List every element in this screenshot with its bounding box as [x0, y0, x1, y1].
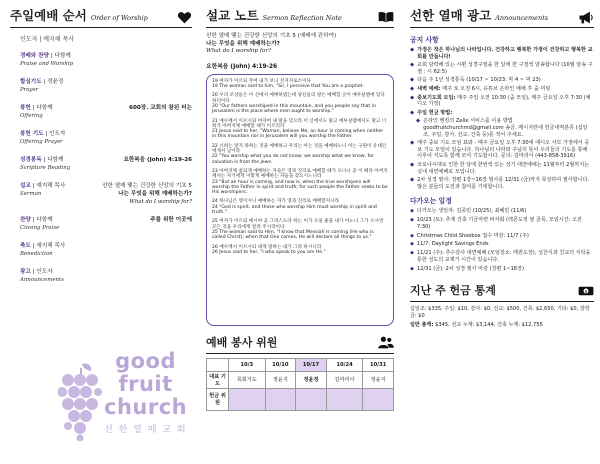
notice-text: 매주 토 오전 6시, 유튜브 온라인 예배 후 줌 미팅	[440, 85, 551, 92]
worship-item-en: Announcements	[20, 277, 64, 283]
table-header-cell	[207, 358, 229, 371]
offering-totals: $345, 선교 누계: $3,144, 건축 누계: $12,755	[433, 322, 543, 329]
list-item: ◆ 2차 성경 필사: 장편 1장~16장 필사를 12/31 (금)까지 목상하여 필사합니다. 많은 분들의 도전과 참여를 기대합니다.	[410, 177, 594, 190]
row-label: 대표 기도	[207, 371, 229, 388]
worship-item-label: 성경봉독	[20, 157, 42, 163]
date-column-header: 10/24	[326, 358, 363, 371]
verse-en: 22 "You worship what you do not know; we worship what we know, for salvation is from the Jews.	[212, 154, 374, 165]
worship-item-scripture	[20, 155, 192, 171]
volunteers-title: 예배 봉사 위원	[206, 335, 278, 349]
volunteers-header	[206, 334, 394, 354]
open-book-icon	[378, 10, 394, 24]
list-item: ◆ 온라인 뱅킹의 Zelle 서비스를 이용 방법 goodfruitchurchmd@gmail.com 송금. 메시지란에 헌금내역분류 (십일조, 주일, 감사, 선교, 건축 등)를 적어 주세요.	[410, 118, 594, 138]
notice-text: 온라인 뱅킹의 Zelle 서비스를 이용 방법 goodfruitchurchmd@gmail.com 송금. 메시지란에 헌금내역분류 (십일조, 주일, 감사, 선교, 건축 등)를 적어 주세요.	[423, 118, 588, 138]
worship-item-label: 광고	[20, 269, 31, 275]
table-cell	[363, 388, 394, 410]
worship-item-en: Offering Prayer	[20, 139, 63, 145]
table-cell: 김마리아	[326, 371, 363, 388]
sermon-title: 선한 열매 맺는 건강한 신앙의 기초 5	[102, 183, 192, 189]
notice-label: 새벽 예배:	[417, 85, 441, 92]
worship-leader: 인도자 | 예지해 목사	[20, 36, 75, 43]
verse	[212, 79, 388, 90]
notice-list	[410, 47, 594, 190]
sermon-series-title: 선한 열매 맺는 건강한 신앙의 기초 5 (예배에 관하여)	[206, 33, 337, 39]
worship-item-leader: | 다함께	[32, 105, 53, 111]
worship-item-offering	[20, 103, 192, 119]
verse-en: 24 "God is spirit, and those who worship Him must worship in spirit and truth."	[212, 204, 377, 216]
worship-item-leader: | 인도자	[32, 269, 53, 275]
row-label: 헌금 위원	[207, 388, 229, 410]
worship-items	[20, 51, 192, 283]
schedule-text: 10/23 (토): 추계 건축 기금마련 바자회 (레몬도정 옆 골목, 모임시간: 오전 7:30)	[416, 217, 582, 230]
list-item: ◆ Christmas Child Shoebox 접수 마감: 11/7 (주)	[410, 232, 529, 239]
church-logo	[58, 350, 198, 455]
sermon-title-en: What do I worship for?	[129, 199, 192, 205]
schedule-text: Christmas Child Shoebox 접수 마감: 11/7 (주)	[416, 232, 529, 239]
schedule-list	[410, 208, 594, 272]
verse-en: 26 Jesus said to her, "I who speak to you am He."	[212, 249, 326, 255]
notice-text: 코로나시대로 인한 한 달에 한번씩 있는 성기 대면예배는 11월부터 2월까지는 실내 대면예배로 모입니다.	[417, 161, 590, 175]
worship-item-announcements	[20, 267, 192, 283]
volunteers-table	[206, 358, 394, 411]
notice-text: 매주 주일 오전 10:30 (줌 모임), 매주 금요일 오후 7:30 (예디오 가정)	[417, 94, 591, 108]
worship-item-en: Scripture Reading	[20, 165, 71, 171]
worship-item-label: 축도	[20, 243, 31, 249]
schedule-heading: 다가오는 일정	[410, 197, 452, 206]
list-item: ◆ 12/31 (금): 2차 성경 필사 마감 (장편 1~16장)	[410, 265, 524, 272]
date-column-header: 10/10	[265, 358, 296, 371]
verse-ko: 21 예수께서 이르시되 여자여 내 말을 믿으라 이 산에서도 말고 예루살렘에서도 말고 너희가 아버지께 예배할 때가 이르리라	[212, 118, 387, 129]
worship-item-prayer	[20, 77, 192, 93]
worship-item-praise	[20, 51, 192, 67]
notice-text: 가정은 작은 하나님의 나라입니다. 건강하고 행복한 가정이 건강하고 행복한 교회를 만듭니다!	[417, 47, 593, 60]
list-item: ◆ 새벽 예배: 매주 토 오전 6시, 유튜브 온라인 예배 후 줌 미팅	[410, 85, 551, 92]
date-column-header: 10/3	[229, 358, 266, 371]
worship-item-label: 설교	[20, 183, 31, 189]
notice-label: 중보기도회 모임:	[417, 94, 456, 101]
announcements-title-en: Announcements	[495, 14, 549, 22]
notice-text: 2차 성경 필사: 장편 1장~16장 필사를 12/31 (금)까지 목상하여 필사합니다. 많은 분들의 도전과 참여를 기대합니다.	[417, 177, 590, 190]
list-item: ◆ 교회 담력해 있는 시편 성경구절을 한 달에 한 구절씩 암송합니다 (10월 암송 구절 : 시 62:5)	[410, 62, 593, 75]
sermon-subtitle: 나는 무엇을 위해 예배하는가?	[118, 191, 192, 197]
closing-song-title: 주를 위한 이곳에	[150, 217, 192, 223]
worship-item-leader: | 예지해 목사	[32, 243, 66, 249]
offering-stats	[410, 306, 594, 329]
list-item: ◆ 중보기도회 모임: 매주 주일 오전 10:30 (줌 모임), 매주 금요일 오후 7:30 (예디오 가정)	[410, 94, 591, 108]
sermon-notes-column	[200, 0, 400, 464]
sermon-intro	[206, 33, 394, 56]
list-item: ◆ 다음 주 1년 성경통독 (10/17 ~ 10/23: 막 4 ~ 막 23)	[410, 77, 594, 84]
list-item: ◆ 다가오는 생일자: 김종민 (10/25), 최혜민 (11/6)	[410, 208, 527, 215]
schedule-text: 11/21 (주): 추수감사 대면예배 (모임장소: 태권도장), 성찬식과 친교의 식탁을 통한 성도의 교제가 시간이 있습니다.	[416, 250, 591, 263]
notice-text: 다음 주 1년 성경통독 (10/17 ~ 10/23: 막 4 ~ 막 23)	[417, 77, 541, 84]
verse-en: 21 Jesus said to her, "Woman, believe Me, an hour is coming when neither in this mountain nor in Jerusalem will you worship the Father.	[212, 129, 384, 140]
table-row	[207, 388, 394, 410]
worship-item-en: Offering	[20, 113, 43, 119]
verse-en: 25 The woman said to Him, "I know that Messiah is coming (He who is called Christ); when that One comes, He will declare all things to us."	[212, 229, 374, 241]
worship-item-closing-praise	[20, 215, 192, 231]
verse	[212, 119, 388, 140]
table-header-row	[207, 358, 394, 371]
verse-en: 19 The woman said to him, "Sir, I perceive that You are a prophet.	[212, 84, 364, 90]
worship-item-label: 합심기도	[20, 79, 42, 85]
worship-item-en: Praise and Worship	[20, 61, 74, 67]
people-icon	[378, 336, 394, 350]
megaphone-icon	[578, 10, 594, 24]
verse-ko: 20 우리 조상들은 이 산에서 예배하였는데 당신들의 말은 예배할 곳이 예루살렘에 있다 하더이다	[212, 93, 385, 104]
table-row	[207, 371, 394, 388]
worship-item-leader: | 정윤정	[43, 79, 64, 85]
scripture-reference: 요한복음 (John) 4:19-26	[123, 157, 192, 163]
sermon-question: 나는 무엇을 위해 예배하는가?	[206, 40, 280, 47]
table-cell	[265, 388, 296, 410]
verse-ko: 19 여자가 이르되 주여 내가 보니 선지자로소이다	[212, 78, 311, 84]
announcements-column	[402, 0, 600, 464]
schedule-text: 다가오는 생일자: 김종민 (10/25), 최혜민 (11/6)	[416, 208, 527, 215]
worship-item-en: Closing Praise	[20, 225, 60, 231]
announcements-header	[410, 6, 594, 28]
scripture-reference: 요한복음 (John) 4:19-26	[206, 63, 278, 70]
worship-item-en: Benediction	[20, 251, 53, 257]
logo-word-church: church	[104, 395, 188, 419]
offering-stats-title: 지난 주 헌금 통계	[410, 284, 496, 298]
list-item: ◆ 매주 중보 기도 모임 표와 - 매주 금요일 오후 7:30에 에디오 사모 가정에서 중보 기도 모임이 있습니다. 하나님의 나라와 주님의 뜻이 우리들의 기도를 통해 이루어 지도록 함께 모여 기도합시다. 문의: 김마리아 (443-858-3916)	[410, 140, 594, 160]
notice-label: 주일 헌금 방법:	[417, 109, 453, 116]
money-icon	[578, 284, 594, 298]
offering-total-label: 일반 총액:	[410, 322, 434, 329]
worship-item-label: 봉헌	[20, 105, 31, 111]
worship-item-en: Sermon	[20, 191, 42, 197]
worship-item-offering-prayer	[20, 129, 192, 145]
worship-item-leader: | 다함께	[50, 53, 71, 59]
sermon-question-en: What do I worship for?	[206, 48, 271, 55]
offering-breakdown: 십일조: $335, 주일: $10, 감사: $0, 선교: $500, 건축: $2,650, 기타: $0, 장학금: $0	[410, 306, 590, 319]
verse-ko: 26 예수께서 이르시되 네게 말하는 내가 그라 하시니라	[212, 244, 322, 250]
notice-text: 매주 중보 기도 모임 표와 - 매주 금요일 오후 7:30에 에디오 사모 가정에서 중보 기도 모임이 있습니다. 하나님의 나라와 주님의 뜻이 우리들의 기도를 통해 이루어 지도록 함께 모여 기도합시다. 문의: 김마리아 (443-858-3916)	[417, 140, 590, 160]
worship-item-benediction	[20, 241, 192, 257]
sermon-notes-title: 설교 노트	[206, 8, 259, 23]
worship-item-leader: | 인도자	[45, 131, 66, 137]
logo-korean-name: 선 한 열 매 교 회	[104, 425, 188, 435]
table-cell: 정윤지	[265, 371, 296, 388]
table-cell: 목회기도	[229, 371, 266, 388]
list-item: ◆ 11/21 (주): 추수감사 대면예배 (모임장소: 태권도장), 성찬식과 친교의 식탁을 통한 성도의 교제가 시간이 있습니다.	[410, 250, 594, 263]
schedule-text: 11/7: Daylight Savings Ends	[416, 241, 489, 248]
table-cell: 정윤정	[296, 371, 327, 388]
verse-en: 23 "But an hour is coming, and now is, when the true worshipers will worship the Father in spirit and truth; for such people the Father seeks to be His worshipers.	[212, 179, 388, 196]
verse	[212, 199, 388, 215]
verse	[212, 169, 388, 195]
verse-ko: 25 여자가 이르되 메시야 곧 그리스도라 하는 이가 오실 줄을 내가 아노니 그가 오시면 모든 것을 우리에게 알려 주시리이다	[212, 219, 384, 230]
worship-item-leader: | 예지해 목사	[32, 183, 66, 189]
date-column-header: 10/17	[296, 358, 327, 371]
sermon-notes-title-en: Sermon Reflection Note	[262, 14, 342, 22]
worship-item-en: Prayer	[20, 87, 39, 93]
svg-text:$: $	[584, 289, 588, 294]
worship-item-label: 경배와 찬양	[20, 53, 49, 59]
grape-cluster-icon	[58, 362, 102, 442]
notice-text: 교회 담력해 있는 시편 성경구절을 한 달에 한 구절씩 암송합니다 (10월 암송 구절 : 시 62:5)	[417, 62, 593, 75]
list-item: ◆ 10/23 (토): 추계 건축 기금마련 바자회 (레몬도정 옆 골목, 모임시간: 오전 7:30)	[410, 217, 594, 230]
date-column-header: 10/31	[363, 358, 394, 371]
worship-item-leader: | 다함께	[32, 217, 53, 223]
hymn-title: 600장. 교회의 참된 터는	[129, 105, 192, 111]
verse	[212, 93, 388, 114]
table-cell	[296, 388, 327, 410]
scripture-text-box	[206, 74, 394, 326]
list-item: ◆ 코로나시대로 인한 한 달에 한번씩 있는 성기 대면예배는 11월부터 2월까지는 실내 대면예배로 모입니다.	[410, 162, 594, 175]
worship-item-leader: | 다함께	[43, 157, 64, 163]
table-cell	[326, 388, 363, 410]
worship-item-label: 찬양	[20, 217, 31, 223]
table-cell	[229, 388, 266, 410]
list-item: ◆ 가정은 작은 하나님의 나라입니다. 건강하고 행복한 가정이 건강하고 행복한 교회를 만듭니다!	[410, 47, 593, 60]
heart-icon	[176, 10, 192, 24]
worship-item-label: 봉헌 기도	[20, 131, 44, 137]
list-item: ◆ 11/7: Daylight Savings Ends	[410, 241, 489, 248]
verse	[212, 219, 388, 240]
offering-stats-header	[410, 282, 594, 302]
list-item: ◆ 주일 헌금 방법:	[410, 109, 453, 116]
logo-word-fruit: fruit	[118, 372, 173, 396]
schedule-text: 12/31 (금): 2차 성경 필사 마감 (장편 1~16장)	[416, 265, 524, 272]
notice-heading: 공지 사항	[410, 36, 439, 44]
order-of-worship-header	[10, 6, 192, 28]
verse-ko: 23 아버지께 참되게 예배하는 자들은 영과 진리로 예배할 때가 오나니 곧 이 때라 아버지께서는 자기에게 이렇게 예배하는 자들을 찾으시느니라	[212, 168, 388, 180]
worship-item-sermon	[20, 181, 192, 205]
verse	[212, 245, 388, 256]
sermon-notes-header	[206, 6, 394, 28]
order-of-worship-title-en: Order of Worship	[90, 14, 148, 22]
announcements-title: 선한 열매 광고	[410, 8, 492, 23]
table-cell: 정윤지	[363, 371, 394, 388]
order-of-worship-title: 주일예배 순서	[10, 8, 87, 23]
verse-ko: 24 하나님은 영이시니 예배하는 자가 영과 진리로 예배할지니라	[212, 199, 340, 205]
verse	[212, 144, 388, 165]
logo-wordmark	[104, 350, 187, 435]
logo-word-good: good	[115, 349, 177, 373]
verse-ko: 22 너희는 알지 못하는 것을 예배하고 우리는 아는 것을 예배하노니 이는 구원이 유대인에게서 남이라	[212, 143, 387, 155]
verse-en: 20 "Our fathers worshiped in this mountain, and you people say that in Jerusalem is the place where men ought to worship."	[212, 103, 376, 115]
